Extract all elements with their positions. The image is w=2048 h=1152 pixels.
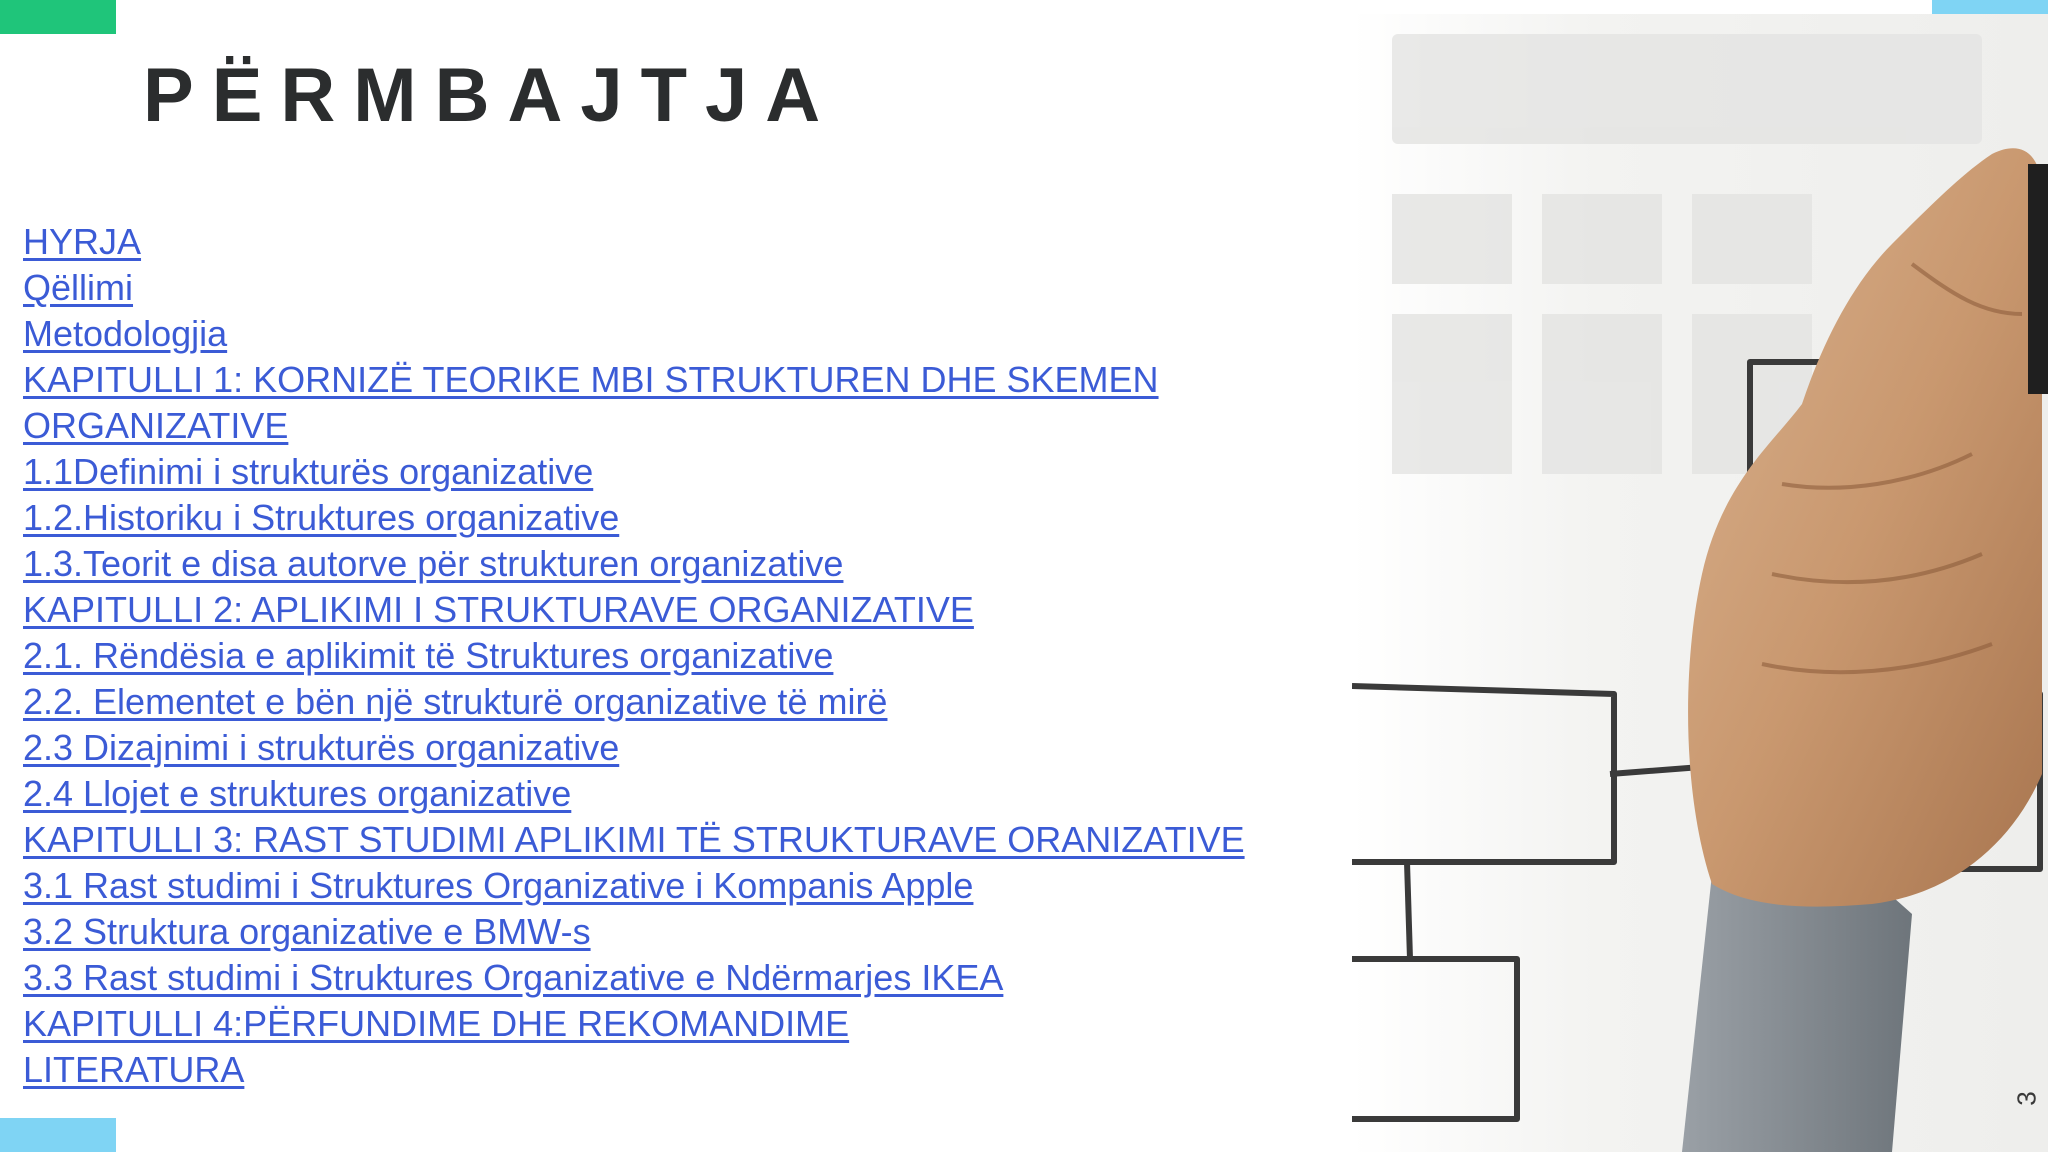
toc-link[interactable]: Metodologjia — [23, 313, 228, 354]
toc-link[interactable]: LITERATURA — [23, 1049, 245, 1090]
toc-link[interactable]: KAPITULLI 1: KORNIZË TEORIKE MBI STRUKTUREN DHE SKEMEN — [23, 359, 1159, 400]
toc-link[interactable]: KAPITULLI 4:PËRFUNDIME DHE REKOMANDIME — [23, 1003, 850, 1044]
toc-item — [23, 725, 1245, 771]
toc-link[interactable]: 1.2.Historiku i Struktures organizative — [23, 497, 620, 538]
toc-item — [23, 909, 1245, 955]
toc-item — [23, 403, 1245, 449]
toc-item — [23, 219, 1245, 265]
toc-item — [23, 357, 1245, 403]
toc-item — [23, 587, 1245, 633]
toc-item — [23, 817, 1245, 863]
toc-link[interactable]: 1.3.Teorit e disa autorve për strukturen organizative — [23, 543, 844, 584]
toc-link[interactable]: 3.3 Rast studimi i Struktures Organizative e Ndërmarjes IKEA — [23, 957, 1004, 998]
toc-link[interactable]: 3.1 Rast studimi i Struktures Organizative i Kompanis Apple — [23, 865, 974, 906]
toc-item — [23, 633, 1245, 679]
page-title: PËRMBAJTJA — [143, 53, 839, 138]
toc-item — [23, 311, 1245, 357]
accent-bar-top-left — [0, 0, 116, 34]
toc-item — [23, 679, 1245, 725]
toc-link[interactable]: 1.1Definimi i strukturës organizative — [23, 451, 594, 492]
toc-link[interactable]: KAPITULLI 3: RAST STUDIMI APLIKIMI TË STRUKTURAVE ORANIZATIVE — [23, 819, 1245, 860]
org-chart-hand-photo — [1352, 14, 2048, 1152]
toc-link[interactable]: 2.4 Llojet e struktures organizative — [23, 773, 572, 814]
toc-link[interactable]: 3.2 Struktura organizative e BMW-s — [23, 911, 591, 952]
toc-link[interactable]: 2.2. Elementet e bën një strukturë organizative të mirë — [23, 681, 888, 722]
toc-item — [23, 1047, 1245, 1093]
toc-link[interactable]: 2.3 Dizajnimi i strukturës organizative — [23, 727, 620, 768]
toc-link[interactable]: ORGANIZATIVE — [23, 405, 289, 446]
accent-bar-bottom-left — [0, 1118, 116, 1152]
toc-link[interactable]: KAPITULLI 2: APLIKIMI I STRUKTURAVE ORGANIZATIVE — [23, 589, 974, 630]
toc-link[interactable]: HYRJA — [23, 221, 142, 262]
table-of-contents — [23, 219, 1245, 1093]
toc-item — [23, 955, 1245, 1001]
toc-item — [23, 771, 1245, 817]
toc-item — [23, 449, 1245, 495]
toc-item — [23, 863, 1245, 909]
toc-item — [23, 495, 1245, 541]
toc-item — [23, 1001, 1245, 1047]
toc-link[interactable]: Qëllimi — [23, 267, 134, 308]
toc-link[interactable]: 2.1. Rëndësia e aplikimit të Struktures organizative — [23, 635, 834, 676]
toc-item — [23, 541, 1245, 587]
page-number: 3 — [2011, 1091, 2042, 1106]
toc-item — [23, 265, 1245, 311]
